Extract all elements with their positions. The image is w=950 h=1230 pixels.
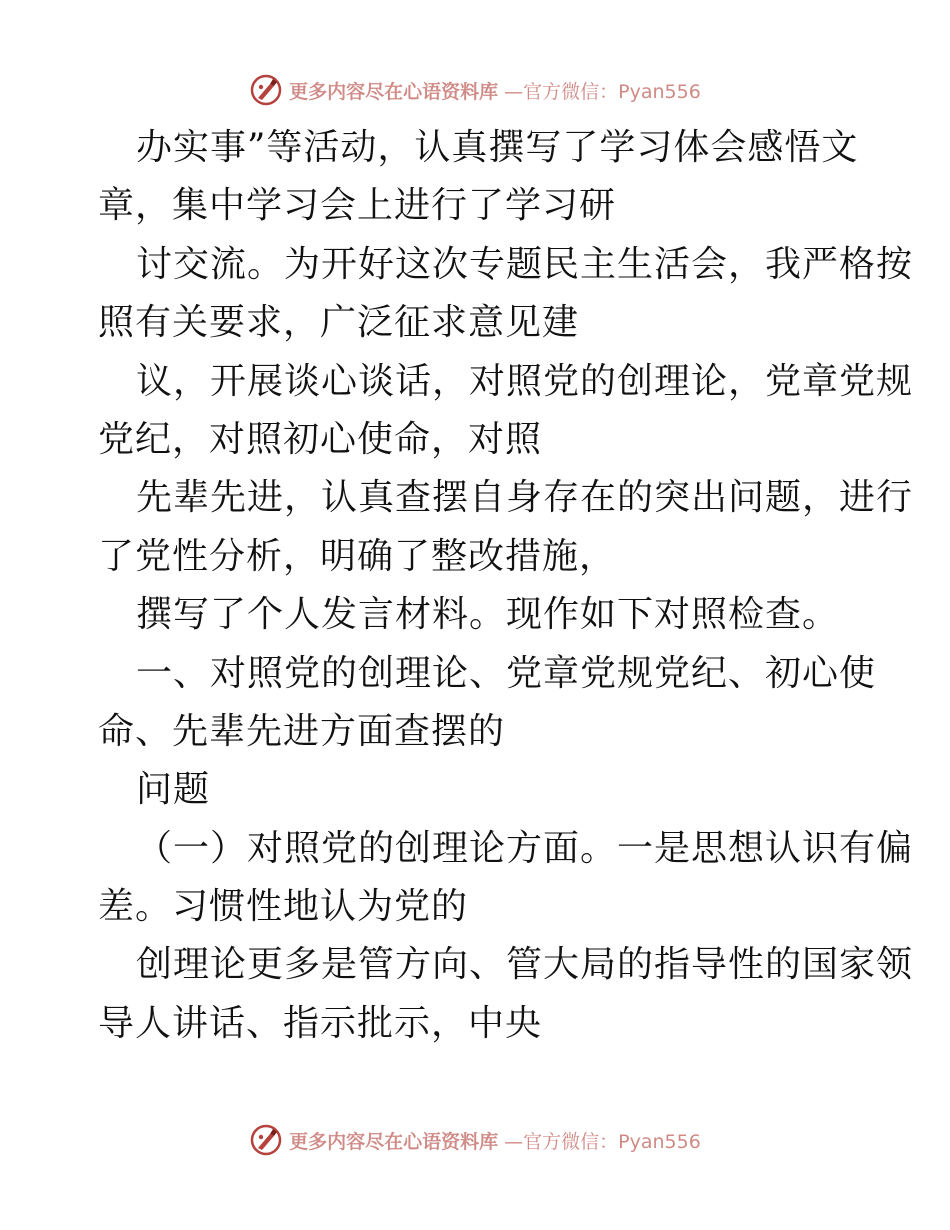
text-line: 撰写了个人发言材料。现作如下对照检查。 [136, 594, 840, 636]
text-line: 创理论更多是管方向、管大局的指导性的国家领 [136, 944, 914, 986]
text-line: 一、对照党的创理论、党章党规党纪、初心使 [136, 652, 877, 694]
text-line: 党纪，对照初心使命，对照 [98, 418, 543, 460]
watermark-subtitle: —官方微信：Pyan556 [504, 1130, 701, 1153]
footer-watermark [0, 1120, 950, 1160]
text-line: 照有关要求，广泛征求意见建 [98, 302, 580, 344]
text-line: 导人讲话、指示批示，中央 [98, 1002, 543, 1044]
watermark-subtitle: —官方微信：Pyan556 [504, 80, 701, 103]
text-line: 议，开展谈心谈话，对照党的创理论，党章党规 [136, 360, 914, 402]
pen-nib-circle-icon [249, 73, 283, 107]
watermark-title: 更多内容尽在心语资料库 [289, 1130, 499, 1153]
text-line: （一）对照党的创理论方面。一是思想认识有偏 [136, 827, 914, 869]
text-line: 差。习惯性地认为党的 [98, 886, 469, 928]
text-line: 办实事”等活动，认真撰写了学习体会感悟文 [136, 127, 859, 168]
pen-nib-circle-icon [249, 1123, 283, 1157]
text-line: 了党性分析，明确了整改措施， [98, 535, 617, 577]
text-line: 命、先辈先进方面查摆的 [98, 710, 506, 752]
text-line: 先辈先进，认真查摆自身存在的突出问题，进行 [136, 477, 914, 519]
text-line: 章，集中学习会上进行了学习研 [98, 185, 617, 227]
watermark-title: 更多内容尽在心语资料库 [289, 80, 499, 103]
text-line: 问题 [136, 769, 211, 811]
header-watermark [0, 70, 950, 110]
document-body [98, 119, 914, 1053]
text-line: 讨交流。为开好这次专题民主生活会，我严格按 [136, 243, 914, 285]
